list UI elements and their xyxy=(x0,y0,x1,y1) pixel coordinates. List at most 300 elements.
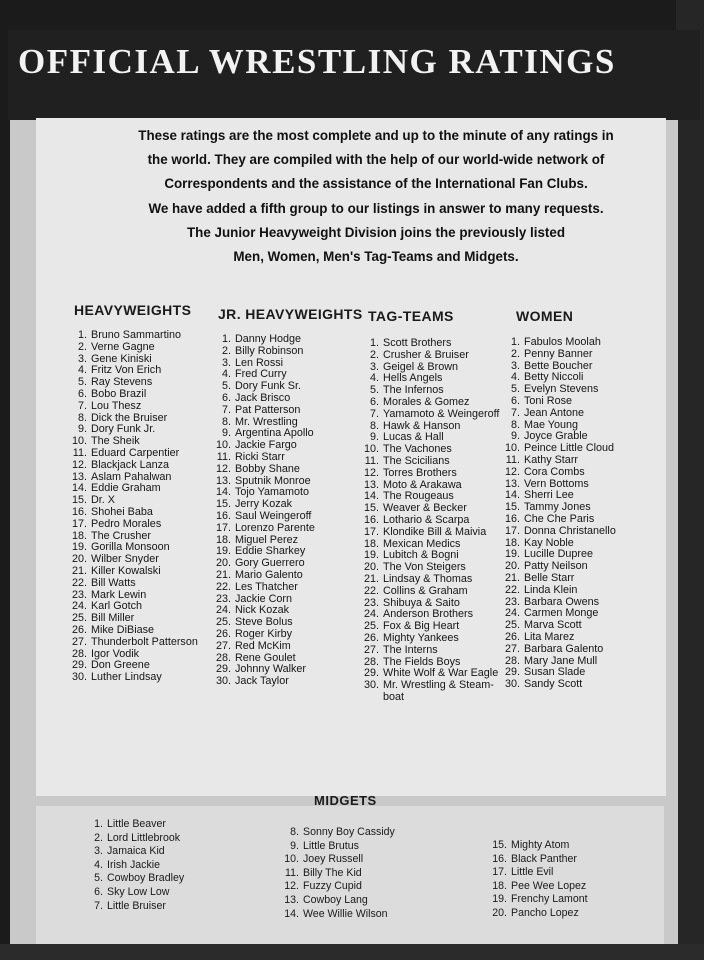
wrestler-name: Lucille Dupree xyxy=(524,548,594,561)
wrestler-name: Fred Curry xyxy=(235,368,287,381)
page-title: OFFICIAL WRESTLING RATINGS xyxy=(18,42,616,81)
wrestler-name: Argentina Apollo xyxy=(235,427,314,440)
intro-text xyxy=(86,124,666,269)
wrestler-name: Mark Lewin xyxy=(91,588,147,601)
rank-number: 18. xyxy=(504,536,520,549)
wrestler-name: Bobo Brazil xyxy=(91,387,147,400)
wrestler-name: Cora Combs xyxy=(524,465,585,478)
rank-number: 9. xyxy=(510,430,520,443)
wrestler-name: Hells Angels xyxy=(383,372,443,385)
ranking-entry xyxy=(490,907,588,921)
wrestler-name: Lord Littlebrook xyxy=(107,831,181,844)
wrestler-name: Gene Kiniski xyxy=(91,352,152,365)
intro-line: The Junior Heavyweight Division joins the previously listed xyxy=(187,224,565,240)
wrestler-name: Karl Gotch xyxy=(91,600,143,613)
wrestler-name: Dr. X xyxy=(91,494,115,507)
wrestler-name: Carmen Monge xyxy=(524,607,599,620)
wrestler-name: Rene Goulet xyxy=(235,651,296,664)
rank-number: 12. xyxy=(215,462,231,475)
wrestler-name: Sky Low Low xyxy=(107,885,170,898)
wrestler-name: Toni Rose xyxy=(524,394,573,407)
wrestler-name: Verne Gagne xyxy=(91,340,155,353)
wrestler-name: Luther Lindsay xyxy=(91,671,162,684)
rank-number: 10. xyxy=(71,435,87,448)
wrestler-name: Shohei Baba xyxy=(91,505,153,518)
wrestler-name: Vern Bottoms xyxy=(524,477,589,490)
page-bottom-edge xyxy=(0,944,704,960)
ranking-entry xyxy=(490,893,588,907)
wrestler-name: Jackie Fargo xyxy=(235,439,297,452)
wrestler-name: Susan Slade xyxy=(524,666,586,679)
rank-number: 29. xyxy=(71,659,87,672)
rank-number: 1. xyxy=(369,337,379,349)
wrestler-name: Pee Wee Lopez xyxy=(511,879,587,892)
rank-number: 6. xyxy=(77,387,87,400)
rank-number: 10. xyxy=(504,442,520,455)
rank-number: 19. xyxy=(504,548,520,561)
rank-number: 23. xyxy=(71,588,87,601)
wrestler-name: Ricki Starr xyxy=(235,450,285,463)
rank-number: 17. xyxy=(504,524,520,537)
rank-number: 20. xyxy=(71,553,87,566)
ranking-entry xyxy=(86,859,184,873)
ranking-entry xyxy=(86,872,184,886)
rank-number: 16. xyxy=(363,513,379,526)
rank-number: 4. xyxy=(94,858,103,871)
rank-number: 15. xyxy=(363,502,379,515)
wrestler-name: Crusher & Bruiser xyxy=(383,348,469,361)
ranking-entry xyxy=(86,818,184,832)
wrestler-name: The Vachones xyxy=(383,443,452,456)
wrestler-name: The Scicilians xyxy=(383,454,450,467)
wrestler-name: Gory Guerrero xyxy=(235,557,305,570)
heavyweights-list xyxy=(70,330,198,684)
ranking-entry xyxy=(86,900,184,914)
midgets-list xyxy=(490,839,588,921)
wrestler-name: Gorilla Monsoon xyxy=(91,541,170,554)
rank-number: 24. xyxy=(504,607,520,620)
wrestler-name: Igor Vodik xyxy=(91,647,140,660)
wrestler-name: The Von Steigers xyxy=(383,561,466,574)
wrestler-name: Dick the Bruiser xyxy=(91,411,168,424)
rank-number: 22. xyxy=(215,580,231,593)
rank-number: 22. xyxy=(504,583,520,596)
rank-number: 3. xyxy=(510,359,520,372)
intro-line: Correspondents and the assistance of the International Fan Clubs. xyxy=(164,176,588,192)
wrestler-name: Little Beaver xyxy=(107,818,166,830)
rank-number: 11. xyxy=(72,446,87,459)
rank-number: 4. xyxy=(221,368,231,381)
wrestler-name: Peince Little Cloud xyxy=(524,442,615,455)
rank-number: 5. xyxy=(77,376,87,389)
rank-number: 25. xyxy=(504,619,520,632)
wrestler-name: Mike DiBiase xyxy=(91,623,154,636)
wrestler-name: Bruno Sammartino xyxy=(91,329,182,341)
rank-number: 13. xyxy=(71,470,87,483)
ranking-entry xyxy=(490,880,588,894)
wrestler-name: Billy Robinson xyxy=(235,344,304,357)
ranking-entry xyxy=(282,880,395,894)
rank-number: 28. xyxy=(71,647,87,660)
rank-number: 29. xyxy=(215,663,231,676)
rank-number: 23. xyxy=(215,592,231,605)
rank-number: 2. xyxy=(369,348,379,361)
ranking-entry xyxy=(282,826,395,840)
rank-number: 9. xyxy=(77,423,87,436)
wrestler-name: The Interns xyxy=(383,643,438,656)
rank-number: 15. xyxy=(504,501,520,514)
wrestler-name: Fabulos Moolah xyxy=(524,336,601,348)
wrestler-name: Les Thatcher xyxy=(235,580,298,593)
rank-number: 23. xyxy=(504,595,520,608)
women-list xyxy=(503,337,616,691)
wrestler-name: Sputnik Monroe xyxy=(235,474,311,487)
rank-number: 8. xyxy=(510,418,520,431)
wrestler-name: Mighty Yankees xyxy=(383,631,459,644)
rank-number: 20. xyxy=(215,557,231,570)
rank-number: 7. xyxy=(221,403,231,416)
wrestler-name: Tojo Yamamoto xyxy=(235,486,310,499)
rank-number: 2. xyxy=(510,347,520,360)
wrestler-name: Barbara Owens xyxy=(524,595,600,608)
ranking-entry xyxy=(503,679,616,691)
heavyweights-heading: HEAVYWEIGHTS xyxy=(74,302,192,318)
rank-number: 8. xyxy=(221,415,231,428)
wrestler-name: Lou Thesz xyxy=(91,399,142,412)
rank-number: 12. xyxy=(504,465,520,478)
wrestler-name: Weaver & Becker xyxy=(383,502,467,515)
rank-number: 12. xyxy=(71,458,87,471)
wrestler-name: Bette Boucher xyxy=(524,359,593,372)
rank-number: 8. xyxy=(369,419,379,432)
wrestler-name: Tammy Jones xyxy=(524,501,591,514)
wrestler-name: Geigel & Brown xyxy=(383,360,459,373)
rank-number: 2. xyxy=(77,340,87,353)
wrestler-name: Billy The Kid xyxy=(303,866,362,879)
intro-line: the world. They are compiled with the help of our world-wide network of xyxy=(147,152,605,168)
rank-number: 10. xyxy=(363,443,379,456)
rank-number: 15. xyxy=(492,839,507,851)
jr-heavyweights-list xyxy=(214,334,315,688)
ranking-entry xyxy=(490,853,588,867)
wrestler-name: Mary Jane Mull xyxy=(524,654,598,667)
wrestler-name: Dory Funk Jr. xyxy=(91,423,156,436)
rank-number: 7. xyxy=(94,899,103,912)
rank-number: 2. xyxy=(221,344,231,357)
rank-number: 25. xyxy=(71,612,87,625)
rank-number: 16. xyxy=(71,505,87,518)
wrestler-name: The Infernos xyxy=(383,384,444,397)
wrestler-name: Danny Hodge xyxy=(235,333,302,345)
midgets-heading: MIDGETS xyxy=(314,793,377,808)
rank-number: 1. xyxy=(94,818,103,830)
wrestler-name: Steve Bolus xyxy=(235,616,293,629)
wrestler-name: Cowboy Lang xyxy=(303,893,368,906)
wrestler-name: Donna Christanello xyxy=(524,524,616,537)
rank-number: 10. xyxy=(284,853,299,866)
rank-number: 19. xyxy=(215,545,231,558)
wrestler-name: Irish Jackie xyxy=(107,858,160,871)
rank-number: 11. xyxy=(364,454,379,467)
wrestler-name: Jackie Corn xyxy=(235,592,293,605)
wrestler-name: The Crusher xyxy=(91,529,152,542)
wrestler-name: Wee Willie Wilson xyxy=(303,907,388,920)
rank-number: 29. xyxy=(363,667,379,680)
wrestler-name: Killer Kowalski xyxy=(91,564,161,577)
rank-number: 1. xyxy=(510,336,520,348)
rank-number: 24. xyxy=(363,608,379,621)
wrestler-name: Shibuya & Saito xyxy=(383,596,460,609)
wrestler-name: Che Che Paris xyxy=(524,512,595,525)
rank-number: 21. xyxy=(215,568,231,581)
rank-number: 5. xyxy=(94,872,103,885)
rank-number: 6. xyxy=(369,395,379,408)
rank-number: 30. xyxy=(504,678,520,691)
rank-number: 9. xyxy=(290,839,299,852)
wrestler-name: Lorenzo Parente xyxy=(235,521,315,534)
intro-line: We have added a fifth group to our listings in answer to many requests. xyxy=(148,200,604,216)
rank-number: 28. xyxy=(504,654,520,667)
wrestler-name: Black Panther xyxy=(511,852,577,865)
wrestler-name: Lothario & Scarpa xyxy=(383,513,470,526)
rank-number: 14. xyxy=(363,490,379,503)
rank-number: 17. xyxy=(363,525,379,538)
rank-number: 18. xyxy=(492,879,507,892)
ranking-entry xyxy=(70,483,198,495)
rank-number: 15. xyxy=(215,498,231,511)
rank-number: 12. xyxy=(284,880,299,893)
intro-line: Men, Women, Men's Tag-Teams and Midgets. xyxy=(233,249,519,265)
wrestler-name: Yamamoto & Weingeroff xyxy=(383,407,500,420)
rank-number: 19. xyxy=(71,541,87,554)
rank-number: 5. xyxy=(510,383,520,396)
wrestler-name: Bobby Shane xyxy=(235,462,300,475)
wrestler-name: Len Rossi xyxy=(235,356,284,369)
ranking-entry xyxy=(362,692,499,704)
tag-teams-heading: TAG-TEAMS xyxy=(368,308,454,324)
wrestler-name: Aslam Pahalwan xyxy=(91,470,172,483)
wrestler-name: Miguel Perez xyxy=(235,533,299,546)
wrestler-name: Torres Brothers xyxy=(383,466,457,479)
rank-number: 4. xyxy=(369,372,379,385)
ranking-entry xyxy=(282,853,395,867)
wrestler-name: Belle Starr xyxy=(524,571,575,584)
rank-number: 5. xyxy=(369,384,379,397)
wrestler-name: Little Bruiser xyxy=(107,899,166,912)
rank-number: 20. xyxy=(504,560,520,573)
rank-number: 6. xyxy=(510,394,520,407)
wrestler-name: Sherri Lee xyxy=(524,489,574,502)
wrestler-name: Sandy Scott xyxy=(524,678,583,691)
midgets-list xyxy=(282,826,395,921)
rank-number: 17. xyxy=(215,521,231,534)
tag-teams-list xyxy=(362,338,499,704)
rank-number: 17. xyxy=(71,517,87,530)
rank-number: 21. xyxy=(363,572,379,585)
wrestler-name: Johnny Walker xyxy=(235,663,307,676)
wrestler-name: Little Evil xyxy=(511,866,554,879)
rank-number: 21. xyxy=(504,571,520,584)
wrestler-name: Hawk & Hanson xyxy=(383,419,461,432)
rank-number: 11. xyxy=(285,866,299,879)
rank-number: 15. xyxy=(71,494,87,507)
rank-number: 22. xyxy=(363,584,379,597)
wrestler-name: Linda Klein xyxy=(524,583,578,596)
rank-number: 9. xyxy=(221,427,231,440)
rank-number: 19. xyxy=(492,893,507,906)
ranking-entry xyxy=(86,886,184,900)
rank-number: 10. xyxy=(215,439,231,452)
wrestler-name: Patty Neilson xyxy=(524,560,588,573)
rank-number: 16. xyxy=(492,852,507,865)
intro-line: These ratings are the most complete and up to the minute of any ratings in xyxy=(138,128,614,143)
wrestler-name: Fox & Big Heart xyxy=(383,620,460,633)
jr-heavyweights-heading: JR. HEAVYWEIGHTS xyxy=(218,306,363,322)
wrestler-name: Mario Galento xyxy=(235,568,303,581)
ranking-entry xyxy=(70,672,198,684)
rank-number: 28. xyxy=(363,655,379,668)
wrestler-name: Pat Patterson xyxy=(235,403,301,416)
rank-number: 3. xyxy=(369,360,379,373)
rank-number: 1. xyxy=(221,333,231,345)
wrestler-name: Lindsay & Thomas xyxy=(383,572,473,585)
rank-number: 23. xyxy=(363,596,379,609)
rank-number: 25. xyxy=(363,620,379,633)
wrestler-name: Kay Noble xyxy=(524,536,574,549)
rank-number: 16. xyxy=(504,512,520,525)
ranking-entry xyxy=(490,839,588,853)
wrestler-name: Lita Marez xyxy=(524,630,575,643)
wrestler-name: Mae Young xyxy=(524,418,579,431)
rank-number: 29. xyxy=(504,666,520,679)
wrestler-name: Penny Banner xyxy=(524,347,593,360)
wrestler-name: Pancho Lopez xyxy=(511,906,579,919)
rank-number: 2. xyxy=(94,831,103,844)
rank-number: 27. xyxy=(215,639,231,652)
wrestler-name: Roger Kirby xyxy=(235,627,293,640)
wrestler-name: Fuzzy Cupid xyxy=(303,880,362,893)
wrestler-name: Mr. Wrestling xyxy=(235,415,298,428)
rank-number: 18. xyxy=(363,537,379,550)
rank-number: 22. xyxy=(71,576,87,589)
wrestler-name: White Wolf & War Eagle xyxy=(383,667,499,680)
ranking-entry xyxy=(214,676,315,688)
rank-number: 17. xyxy=(492,866,507,879)
wrestler-name: Frenchy Lamont xyxy=(511,893,588,906)
wrestler-name: Lubitch & Bogni xyxy=(383,549,459,562)
ranking-entry xyxy=(282,867,395,881)
rank-number: 30. xyxy=(71,671,87,684)
rank-number: 26. xyxy=(215,627,231,640)
wrestler-name: Lucas & Hall xyxy=(383,431,444,444)
wrestler-name: Saul Weingeroff xyxy=(235,509,312,522)
wrestler-name: Mexican Medics xyxy=(383,537,461,550)
wrestler-name: Nick Kozak xyxy=(235,604,290,617)
rank-number: 7. xyxy=(369,407,379,420)
women-heading: WOMEN xyxy=(516,308,574,324)
wrestler-name: Fritz Von Erich xyxy=(91,364,162,377)
wrestler-name: Ray Stevens xyxy=(91,376,153,389)
wrestler-name: Moto & Arakawa xyxy=(383,478,462,491)
rank-number: 13. xyxy=(504,477,520,490)
rank-number: 12. xyxy=(363,466,379,479)
rank-number: 6. xyxy=(221,391,231,404)
rank-number: 19. xyxy=(363,549,379,562)
wrestler-name: Betty Niccoli xyxy=(524,371,584,384)
rank-number: 11. xyxy=(216,450,231,463)
wrestler-name: Joey Russell xyxy=(303,853,364,866)
rank-number: 3. xyxy=(221,356,231,369)
rank-number: 3. xyxy=(77,352,87,365)
wrestler-name: Klondike Bill & Maivia xyxy=(383,525,487,538)
rank-number: 4. xyxy=(77,364,87,377)
rank-number: 7. xyxy=(510,406,520,419)
wrestler-name: Cowboy Bradley xyxy=(107,872,185,885)
rank-number: 13. xyxy=(363,478,379,491)
rank-number: 27. xyxy=(71,635,87,648)
wrestler-name: Mr. Wrestling & Steam- xyxy=(383,679,494,692)
rank-number: 8. xyxy=(290,826,299,838)
wrestler-name: Pedro Morales xyxy=(91,517,162,530)
rank-number: 16. xyxy=(215,509,231,522)
wrestler-name: Jean Antone xyxy=(524,406,585,419)
midgets-list xyxy=(86,818,184,913)
wrestler-name: Mighty Atom xyxy=(511,839,570,851)
rank-number: 14. xyxy=(284,907,299,920)
wrestler-name: Marva Scott xyxy=(524,619,582,632)
rank-number: 18. xyxy=(215,533,231,546)
wrestler-name: Evelyn Stevens xyxy=(524,383,599,396)
wrestler-name: Jack Brisco xyxy=(235,391,291,404)
wrestler-name: Jamaica Kid xyxy=(107,845,165,858)
wrestler-name: Scott Brothers xyxy=(383,337,452,349)
wrestler-name: Morales & Gomez xyxy=(383,395,470,408)
wrestler-name: boat xyxy=(383,690,405,703)
wrestler-name: Kathy Starr xyxy=(524,453,579,466)
rank-number: 9. xyxy=(369,431,379,444)
wrestler-name: Sonny Boy Cassidy xyxy=(303,826,395,838)
wrestler-name: Eddie Graham xyxy=(91,482,161,495)
wrestler-name: Collins & Graham xyxy=(383,584,468,597)
ranking-entry xyxy=(86,832,184,846)
rank-number: 27. xyxy=(504,642,520,655)
rank-number: 26. xyxy=(363,631,379,644)
ranking-entry xyxy=(282,840,395,854)
wrestler-name: Red McKim xyxy=(235,639,291,652)
rank-number: 11. xyxy=(505,453,520,466)
wrestler-name: The Sheik xyxy=(91,435,140,448)
rank-number: 7. xyxy=(77,399,87,412)
wrestler-name: Eddie Sharkey xyxy=(235,545,306,558)
page-edge xyxy=(676,0,704,960)
rank-number: 26. xyxy=(71,623,87,636)
rank-number: 13. xyxy=(284,893,299,906)
wrestler-name: The Rougeaus xyxy=(383,490,454,503)
rank-number: 4. xyxy=(510,371,520,384)
wrestler-name: Bill Miller xyxy=(91,612,135,625)
wrestler-name: Wilber Snyder xyxy=(91,553,159,566)
rank-number: 21. xyxy=(71,564,87,577)
rank-number: 18. xyxy=(71,529,87,542)
wrestler-name: Little Brutus xyxy=(303,839,359,852)
rank-number: 1. xyxy=(77,329,87,341)
wrestler-name: Anderson Brothers xyxy=(383,608,474,621)
wrestler-name: Jack Taylor xyxy=(235,675,289,688)
rank-number: 13. xyxy=(215,474,231,487)
wrestler-name: Dory Funk Sr. xyxy=(235,380,301,393)
rank-number: 25. xyxy=(215,616,231,629)
rank-number: 30. xyxy=(363,679,379,692)
